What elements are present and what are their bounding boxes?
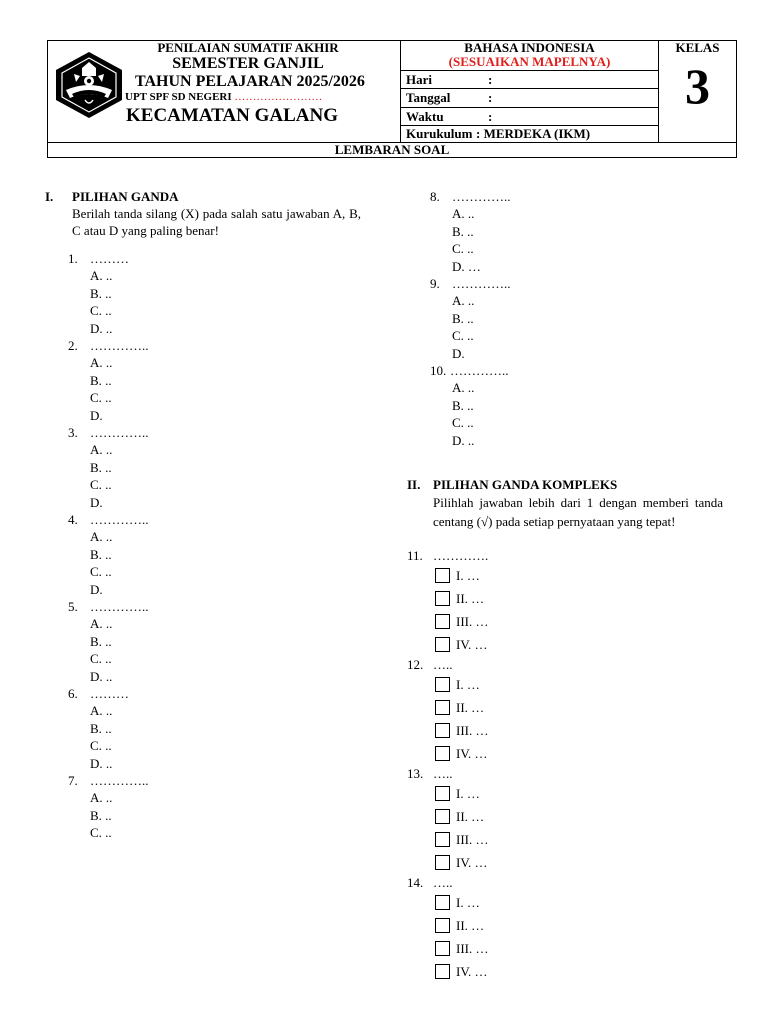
- answer-option[interactable]: A. ..: [452, 380, 475, 396]
- district-name: KECAMATAN GALANG: [126, 105, 338, 126]
- answer-option[interactable]: A. ..: [90, 703, 113, 719]
- checkbox[interactable]: [435, 637, 450, 652]
- checkbox[interactable]: [435, 855, 450, 870]
- question-number: 3.: [68, 425, 78, 440]
- answer-option[interactable]: C. ..: [90, 651, 112, 667]
- field-label-tanggal: Tanggal: [406, 90, 451, 105]
- answer-option[interactable]: A. ..: [452, 293, 475, 309]
- field-value-waktu: :: [488, 109, 493, 124]
- section-title: PILIHAN GANDA KOMPLEKS: [433, 477, 618, 492]
- answer-option[interactable]: A. ..: [90, 790, 113, 806]
- question-number: 1.: [68, 251, 78, 266]
- question-text: …..: [433, 766, 453, 781]
- class-label: KELAS: [675, 40, 720, 55]
- answer-option[interactable]: B. ..: [90, 372, 112, 388]
- answer-option[interactable]: D. ..: [90, 755, 113, 771]
- checkbox-option[interactable]: [435, 636, 488, 654]
- answer-option[interactable]: C. ..: [452, 241, 474, 257]
- field-label-kurikulum: Kurukulum: [406, 126, 473, 141]
- checkbox-label: III. …: [456, 723, 489, 738]
- section-instruction: Berilah tanda silang (X) pada salah satu jawaban A, B, C atau D yang paling benar!: [72, 206, 361, 238]
- checkbox-label: IV. …: [456, 964, 488, 979]
- checkbox-option[interactable]: [435, 785, 480, 803]
- checkbox[interactable]: [435, 723, 450, 738]
- answer-option[interactable]: B. ..: [90, 285, 112, 301]
- school-year: TAHUN PELAJARAN 2025/2026: [135, 73, 365, 90]
- question-text: …..: [433, 875, 453, 890]
- checkbox-option[interactable]: [435, 613, 489, 631]
- semester-title: SEMESTER GANJIL: [172, 55, 324, 72]
- field-label-hari: Hari: [406, 72, 432, 87]
- checkbox-option[interactable]: [435, 940, 489, 958]
- answer-option[interactable]: D. …: [452, 258, 481, 274]
- checkbox[interactable]: [435, 786, 450, 801]
- question-text: …………..: [90, 425, 149, 440]
- subject-note: (SESUAIKAN MAPELNYA): [448, 54, 611, 69]
- answer-option[interactable]: C. ..: [452, 328, 474, 344]
- checkbox[interactable]: [435, 918, 450, 933]
- answer-option[interactable]: B. ..: [452, 310, 474, 326]
- exam-title: PENILAIAN SUMATIF AKHIR: [157, 40, 339, 55]
- checkbox[interactable]: [435, 746, 450, 761]
- checkbox-label: III. …: [456, 614, 489, 629]
- answer-option[interactable]: B. ..: [90, 546, 112, 562]
- checkbox-label: I. …: [456, 786, 480, 801]
- question-number: 9.: [430, 276, 440, 291]
- section-title: PILIHAN GANDA: [72, 189, 179, 204]
- school-name-blank: ……………………: [234, 91, 323, 103]
- answer-option[interactable]: D.: [90, 407, 103, 423]
- question-text: …………..: [90, 338, 149, 353]
- checkbox[interactable]: [435, 895, 450, 910]
- answer-option[interactable]: C. ..: [90, 303, 112, 319]
- answer-option[interactable]: A. ..: [90, 355, 113, 371]
- checkbox-option[interactable]: [435, 722, 489, 740]
- checkbox[interactable]: [435, 568, 450, 583]
- answer-option[interactable]: D. ..: [90, 320, 113, 336]
- question-text: ………: [90, 686, 129, 701]
- question-text: ………: [90, 251, 129, 266]
- answer-option[interactable]: C. ..: [90, 390, 112, 406]
- question-number: 10.: [430, 363, 447, 378]
- section-instruction: Pilihlah jawaban lebih dari 1 dengan memberi tanda centang (√) pada setiap pernyataan yang tepat!: [433, 495, 723, 529]
- checkbox[interactable]: [435, 832, 450, 847]
- answer-option[interactable]: A. ..: [90, 268, 113, 284]
- checkbox-label: II. …: [456, 918, 485, 933]
- section-number: II.: [407, 477, 421, 492]
- answer-option[interactable]: A. ..: [90, 442, 113, 458]
- answer-option[interactable]: D. ..: [90, 668, 113, 684]
- question-text: …………..: [90, 512, 149, 527]
- checkbox-label: III. …: [456, 941, 489, 956]
- checkbox[interactable]: [435, 809, 450, 824]
- answer-option[interactable]: B. ..: [452, 223, 474, 239]
- checkbox[interactable]: [435, 700, 450, 715]
- answer-option[interactable]: B. ..: [90, 720, 112, 736]
- question-number: 7.: [68, 773, 78, 788]
- checkbox-option[interactable]: [435, 745, 488, 763]
- question-number: 11.: [407, 548, 423, 563]
- answer-option[interactable]: B. ..: [90, 807, 112, 823]
- checkbox-option[interactable]: [435, 854, 488, 872]
- question-text: …………..: [90, 599, 149, 614]
- checkbox-label: II. …: [456, 700, 485, 715]
- school-prefix: UPT SPF SD NEGERI: [125, 91, 232, 103]
- checkbox-option[interactable]: [435, 831, 489, 849]
- answer-option[interactable]: B. ..: [90, 459, 112, 475]
- checkbox-label: IV. …: [456, 637, 488, 652]
- question-text: …………..: [450, 363, 509, 378]
- checkbox-option[interactable]: [435, 917, 484, 935]
- checkbox-label: II. …: [456, 591, 485, 606]
- checkbox-option[interactable]: [435, 808, 484, 826]
- question-number: 12.: [407, 657, 424, 672]
- field-value-kurikulum: : MERDEKA (IKM): [476, 126, 591, 141]
- field-value-hari: :: [488, 72, 493, 87]
- field-label-waktu: Waktu: [406, 109, 444, 124]
- question-text: ………….: [433, 548, 489, 563]
- checkbox[interactable]: [435, 614, 450, 629]
- checkbox-label: III. …: [456, 832, 489, 847]
- answer-option[interactable]: A. ..: [90, 616, 113, 632]
- checkbox[interactable]: [435, 964, 450, 979]
- checkbox-label: IV. …: [456, 746, 488, 761]
- checkbox-option[interactable]: [435, 590, 484, 608]
- school-name: [125, 91, 322, 104]
- answer-option[interactable]: D.: [90, 581, 103, 597]
- divider: [400, 70, 658, 71]
- answer-option[interactable]: C. ..: [90, 825, 112, 841]
- checkbox-option[interactable]: [435, 699, 484, 717]
- question-text: …………..: [90, 773, 149, 788]
- checkbox-label: I. …: [456, 677, 480, 692]
- answer-option[interactable]: D. ..: [452, 432, 475, 448]
- class-value: 3: [685, 58, 710, 114]
- checkbox[interactable]: [435, 941, 450, 956]
- checkbox[interactable]: [435, 677, 450, 692]
- checkbox[interactable]: [435, 591, 450, 606]
- question-number: 4.: [68, 512, 78, 527]
- checkbox-label: II. …: [456, 809, 485, 824]
- checkbox-label: I. …: [456, 895, 480, 910]
- answer-option[interactable]: B. ..: [452, 397, 474, 413]
- question-text: …..: [433, 657, 453, 672]
- question-number: 5.: [68, 599, 78, 614]
- answer-option[interactable]: C. ..: [452, 415, 474, 431]
- subject-name: BAHASA INDONESIA: [464, 40, 595, 55]
- question-number: 2.: [68, 338, 78, 353]
- checkbox-option[interactable]: [435, 963, 488, 981]
- question-number: 13.: [407, 766, 424, 781]
- question-number: 6.: [68, 686, 78, 701]
- answer-option[interactable]: C. ..: [90, 738, 112, 754]
- question-number: 8.: [430, 189, 440, 204]
- question-number: 14.: [407, 875, 424, 890]
- answer-option[interactable]: A. ..: [452, 206, 475, 222]
- checkbox-option[interactable]: [435, 676, 480, 694]
- field-value-tanggal: :: [488, 90, 493, 105]
- checkbox-option[interactable]: [435, 567, 480, 585]
- answer-option[interactable]: B. ..: [90, 633, 112, 649]
- checkbox-option[interactable]: [435, 894, 480, 912]
- answer-option[interactable]: C. ..: [90, 477, 112, 493]
- answer-option[interactable]: D.: [90, 494, 103, 510]
- checkbox-label: I. …: [456, 568, 480, 583]
- checkbox-label: IV. …: [456, 855, 488, 870]
- section-number: I.: [45, 189, 54, 204]
- answer-option[interactable]: C. ..: [90, 564, 112, 580]
- sheet-title: LEMBARAN SOAL: [334, 142, 450, 157]
- tut-wuri-handayani-logo-icon: [52, 50, 126, 120]
- question-text: …………..: [452, 276, 511, 291]
- question-text: …………..: [452, 189, 511, 204]
- answer-option[interactable]: A. ..: [90, 529, 113, 545]
- answer-option[interactable]: D.: [452, 345, 465, 361]
- exam-header: [47, 40, 737, 158]
